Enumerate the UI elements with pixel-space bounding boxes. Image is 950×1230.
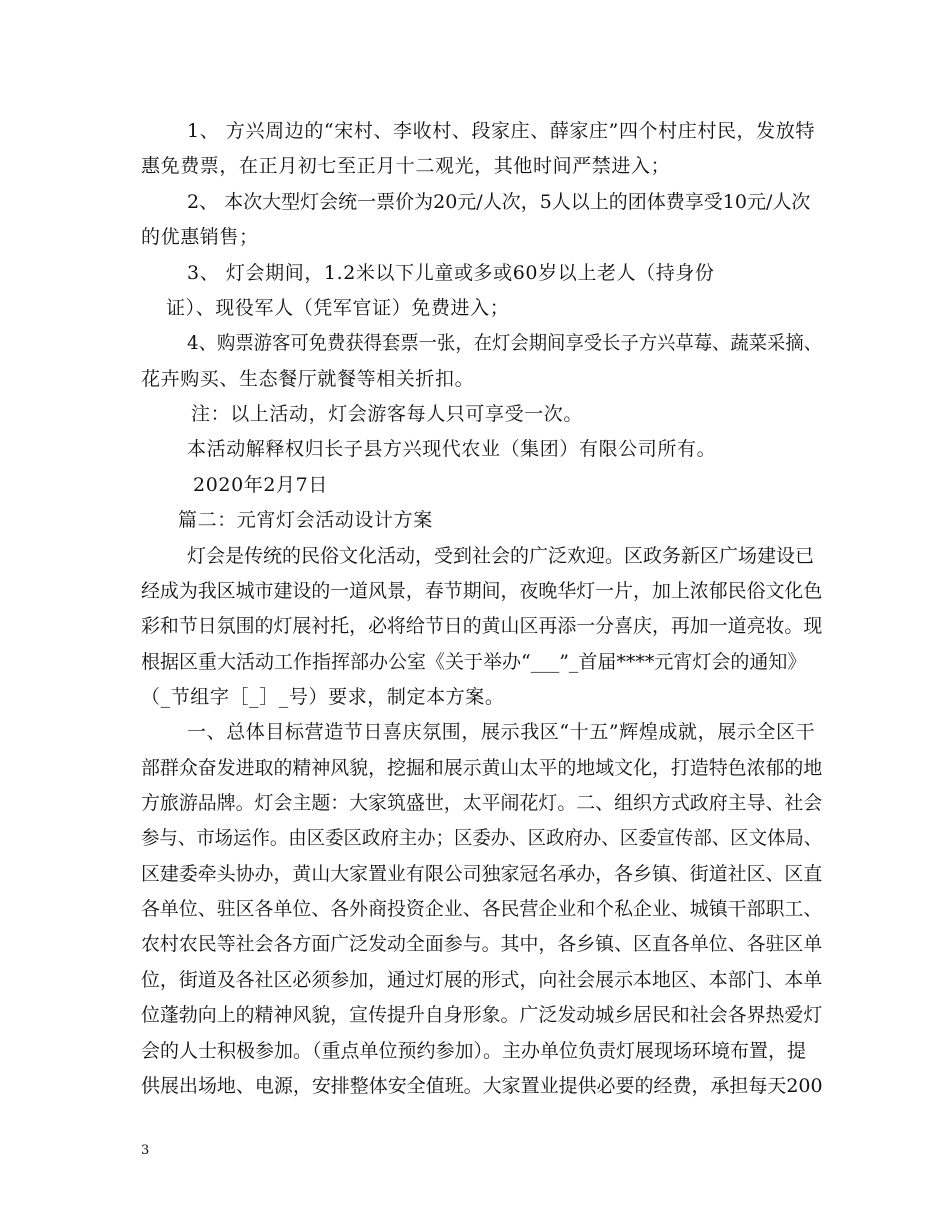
text-line: 灯会是传统的民俗文化活动，受到社会的广泛欢迎。区政务新区广场建设已 (187, 545, 815, 567)
text-line: 证）、现役军人（凭军官证）免费进入； (166, 297, 510, 319)
text-line: 一、总体目标营造节日喜庆氛围，展示我区“十五”辉煌成就，展示全区干 (187, 721, 816, 743)
text-line: 注：以上活动，灯会游客每人只可享受一次。 (191, 403, 584, 425)
text-line: 根据区重大活动工作指挥部办公室《关于举办“___”_首届****元宵灯会的通知》 (141, 651, 807, 673)
text-line: 本活动解释权归长子县方兴现代农业（集团）有限公司所有。 (187, 438, 717, 460)
text-line: 2、 本次大型灯会统一票价为20元/人次，5人以上的团体费享受10元/人次 (187, 191, 811, 213)
text-line: （_节组字［_］_号）要求，制定本方案。 (141, 686, 505, 708)
text-line: 各单位、驻区各单位、各外商投资企业、各民营企业和个私企业、城镇干部职工、 (141, 898, 823, 920)
text-line: 部群众奋发进取的精神风貌，挖掘和展示黄山太平的地域文化，打造特色浓郁的地 (141, 757, 823, 779)
text-line: 经成为我区城市建设的一道风景，春节期间，夜晚华灯一片，加上浓郁民俗文化色 (141, 580, 823, 602)
text-line: 会的人士积极参加。（重点单位预约参加）。主办单位负责灯展现场环境布置，提 (141, 1040, 807, 1062)
text-line: 供展出场地、电源，安排整体安全值班。大家置业提供必要的经费，承担每天200 (141, 1075, 823, 1097)
text-line: 位蓬勃向上的精神风貌，宣传提升自身形象。广泛发动城乡居民和社会各界热爱灯 (141, 1004, 823, 1026)
text-line: 位，街道及各社区必须参加，通过灯展的形式，向社会展示本地区、本部门、本单 (141, 969, 823, 991)
text-line: 4、购票游客可免费获得套票一张，在灯会期间享受长子方兴草莓、蔬菜采摘、 (187, 332, 823, 354)
text-line: 3、 灯会期间，1.2米以下儿童或多或60岁以上老人（持身份 (187, 262, 715, 284)
date-line: 2020年2月7日 (193, 474, 328, 496)
text-line: 花卉购买、生态餐厅就餐等相关折扣。 (141, 368, 475, 390)
text-line: 农村农民等社会各方面广泛发动全面参与。其中，各乡镇、区直各单位、各驻区单 (141, 933, 823, 955)
text-line: 区建委牵头协办，黄山大家置业有限公司独家冠名承办，各乡镇、街道社区、区直 (141, 863, 823, 885)
text-line: 1、 方兴周边的“宋村、李收村、段家庄、薛家庄”四个村庄村民，发放特 (187, 120, 815, 142)
text-line: 的优惠销售； (141, 226, 259, 248)
text-line: 惠免费票，在正月初七至正月十二观光，其他时间严禁进入； (141, 155, 671, 177)
text-line: 方旅游品牌。灯会主题：大家筑盛世，太平闹花灯。二、组织方式政府主导、社会 (141, 792, 823, 814)
page-number: 3 (141, 1143, 150, 1158)
section-heading: 篇二：元宵灯会活动设计方案 (178, 509, 433, 531)
text-line: 参与、市场运作。由区委区政府主办；区委办、区政府办、区委宣传部、区文体局、 (141, 827, 823, 849)
text-line: 彩和节日氛围的灯展衬托，必将给节日的黄山区再添一分喜庆，再加一道亮妆。现 (141, 615, 823, 637)
